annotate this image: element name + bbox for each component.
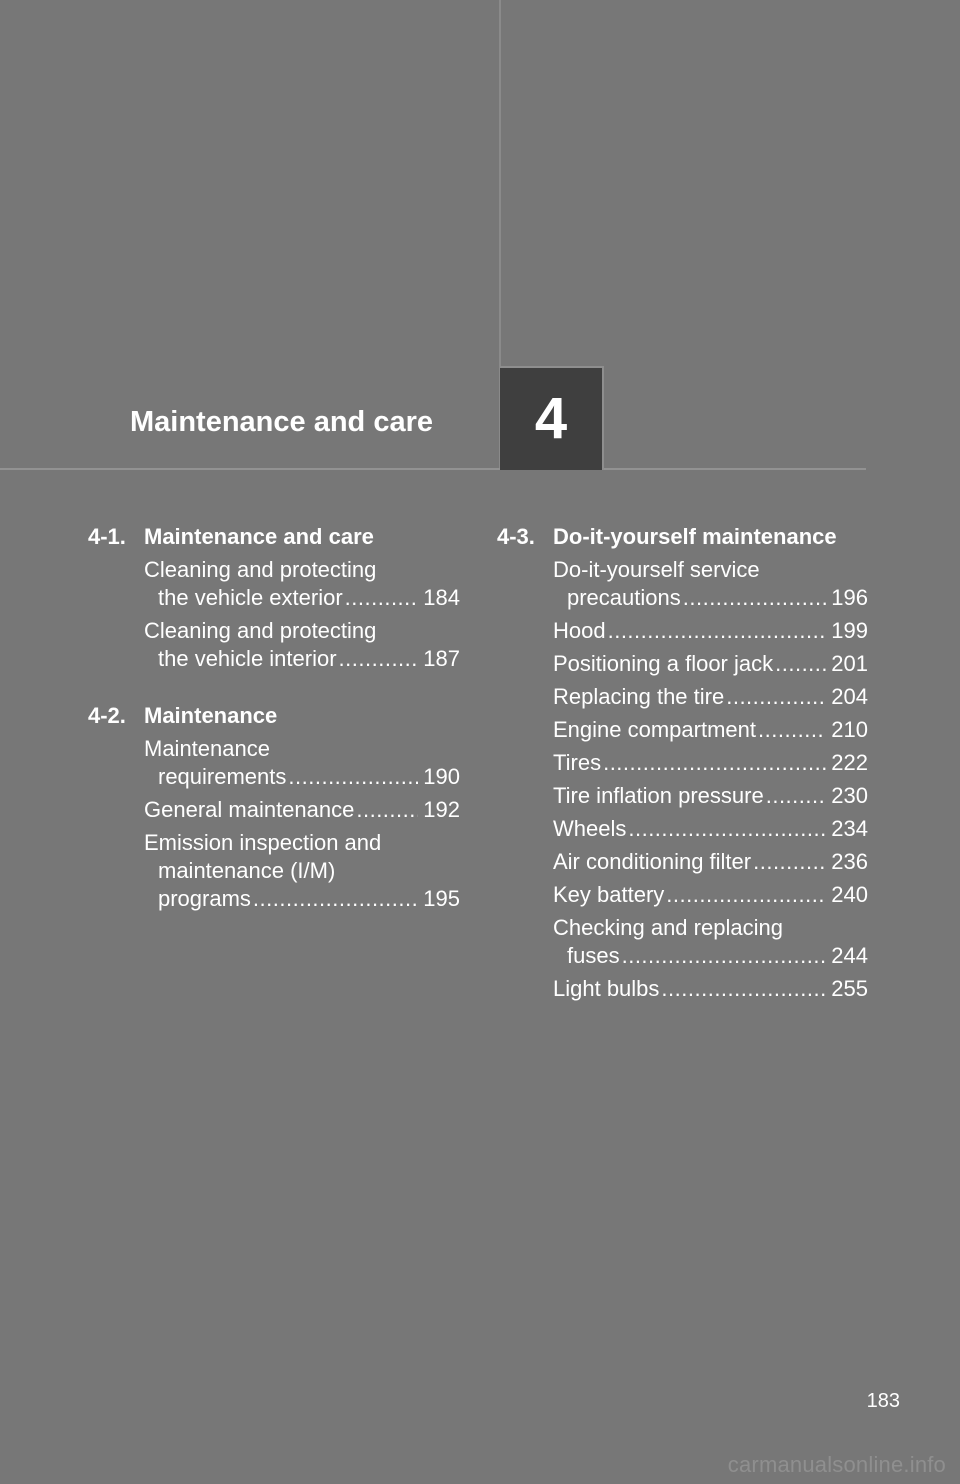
entry-page-number: 236 — [831, 849, 868, 874]
chapter-number: 4 — [534, 386, 568, 451]
toc-entry[interactable] — [553, 815, 868, 843]
dot-leader — [339, 645, 418, 673]
watermark-text: carmanualsonline.info — [727, 1452, 946, 1477]
chapter-title: Maintenance and care — [130, 406, 433, 438]
entry-page-number: 244 — [831, 943, 868, 968]
entry-text: Tire inflation pressure — [553, 783, 764, 808]
entry-page-number: 210 — [831, 717, 868, 742]
toc-entry[interactable] — [144, 829, 460, 913]
chapter-number-box — [500, 366, 604, 470]
dot-leader — [666, 881, 826, 909]
entry-text: Cleaning and protecting — [144, 618, 377, 643]
entry-text: Positioning a floor jack — [553, 651, 774, 676]
toc-entry[interactable] — [144, 556, 460, 612]
entry-text: maintenance (I/M) — [158, 858, 336, 883]
toc-entry[interactable] — [553, 881, 868, 909]
section-heading — [88, 522, 460, 552]
entry-page-number: 255 — [831, 976, 868, 1001]
toc-entry[interactable] — [553, 782, 868, 810]
toc-entry[interactable] — [553, 749, 868, 777]
toc-section — [88, 701, 460, 913]
toc-section — [497, 522, 868, 1003]
dot-leader — [288, 763, 418, 791]
entry-page-number: 222 — [831, 750, 868, 775]
section-title: Maintenance and care — [144, 524, 374, 549]
entry-text: Tires — [553, 750, 602, 775]
dot-leader — [253, 885, 418, 913]
dot-leader — [345, 584, 418, 612]
toc-entry[interactable] — [553, 683, 868, 711]
horizontal-rule — [0, 468, 866, 470]
entry-text: the vehicle interior — [158, 646, 337, 671]
entry-page-number: 190 — [423, 764, 460, 789]
dot-leader — [603, 749, 826, 777]
section-title: Do-it-yourself maintenance — [553, 524, 837, 549]
toc-entry[interactable] — [553, 848, 868, 876]
entry-text: Air conditioning filter — [553, 849, 752, 874]
dot-leader — [775, 650, 826, 678]
toc-entry[interactable] — [553, 650, 868, 678]
entry-page-number: 240 — [831, 882, 868, 907]
toc-entry[interactable] — [553, 716, 868, 744]
entry-page-number: 192 — [423, 797, 460, 822]
entry-page-number: 204 — [831, 684, 868, 709]
entry-text: Engine compartment — [553, 717, 756, 742]
toc-column-left — [88, 522, 460, 941]
entry-text: precautions — [567, 585, 681, 610]
entry-page-number: 199 — [831, 618, 868, 643]
entry-text: Hood — [553, 618, 606, 643]
section-number: 4-2. — [88, 703, 126, 728]
dot-leader — [622, 942, 826, 970]
dot-leader — [608, 617, 826, 645]
entry-page-number: 195 — [423, 886, 460, 911]
entry-text: requirements — [158, 764, 287, 789]
entry-page-number: 234 — [831, 816, 868, 841]
section-heading — [497, 522, 868, 552]
toc-entry[interactable] — [144, 796, 460, 824]
dot-leader — [726, 683, 826, 711]
section-number: 4-1. — [88, 524, 126, 549]
entry-text: Checking and replacing — [553, 915, 783, 940]
dot-leader — [753, 848, 826, 876]
entry-text: programs — [158, 886, 251, 911]
dot-leader — [683, 584, 826, 612]
entry-text: fuses — [567, 943, 620, 968]
toc-column-right — [497, 522, 868, 1031]
entry-text: Light bulbs — [553, 976, 660, 1001]
toc-entry[interactable] — [553, 556, 868, 612]
entry-text: the vehicle exterior — [158, 585, 343, 610]
dot-leader — [356, 796, 418, 824]
entry-text: Maintenance — [144, 736, 270, 761]
dot-leader — [628, 815, 826, 843]
toc-entry[interactable] — [144, 735, 460, 791]
entry-text: Do-it-yourself service — [553, 557, 760, 582]
entry-page-number: 184 — [423, 585, 460, 610]
entry-page-number: 230 — [831, 783, 868, 808]
section-title: Maintenance — [144, 703, 278, 728]
dot-leader — [766, 782, 826, 810]
entry-text: Key battery — [553, 882, 665, 907]
dot-leader — [661, 975, 826, 1003]
entry-page-number: 201 — [831, 651, 868, 676]
toc-entry[interactable] — [553, 975, 868, 1003]
toc-section — [88, 522, 460, 673]
entry-page-number: 196 — [831, 585, 868, 610]
page-number: 183 — [866, 1390, 900, 1412]
section-number: 4-3. — [497, 524, 535, 549]
toc-entry[interactable] — [553, 617, 868, 645]
entry-text: Wheels — [553, 816, 627, 841]
toc-entry[interactable] — [144, 617, 460, 673]
entry-text: General maintenance — [144, 797, 355, 822]
dot-leader — [758, 716, 826, 744]
toc-entry[interactable] — [553, 914, 868, 970]
entry-page-number: 187 — [423, 646, 460, 671]
entry-text: Replacing the tire — [553, 684, 725, 709]
section-heading — [88, 701, 460, 731]
entry-text: Emission inspection and — [144, 830, 382, 855]
entry-text: Cleaning and protecting — [144, 557, 377, 582]
